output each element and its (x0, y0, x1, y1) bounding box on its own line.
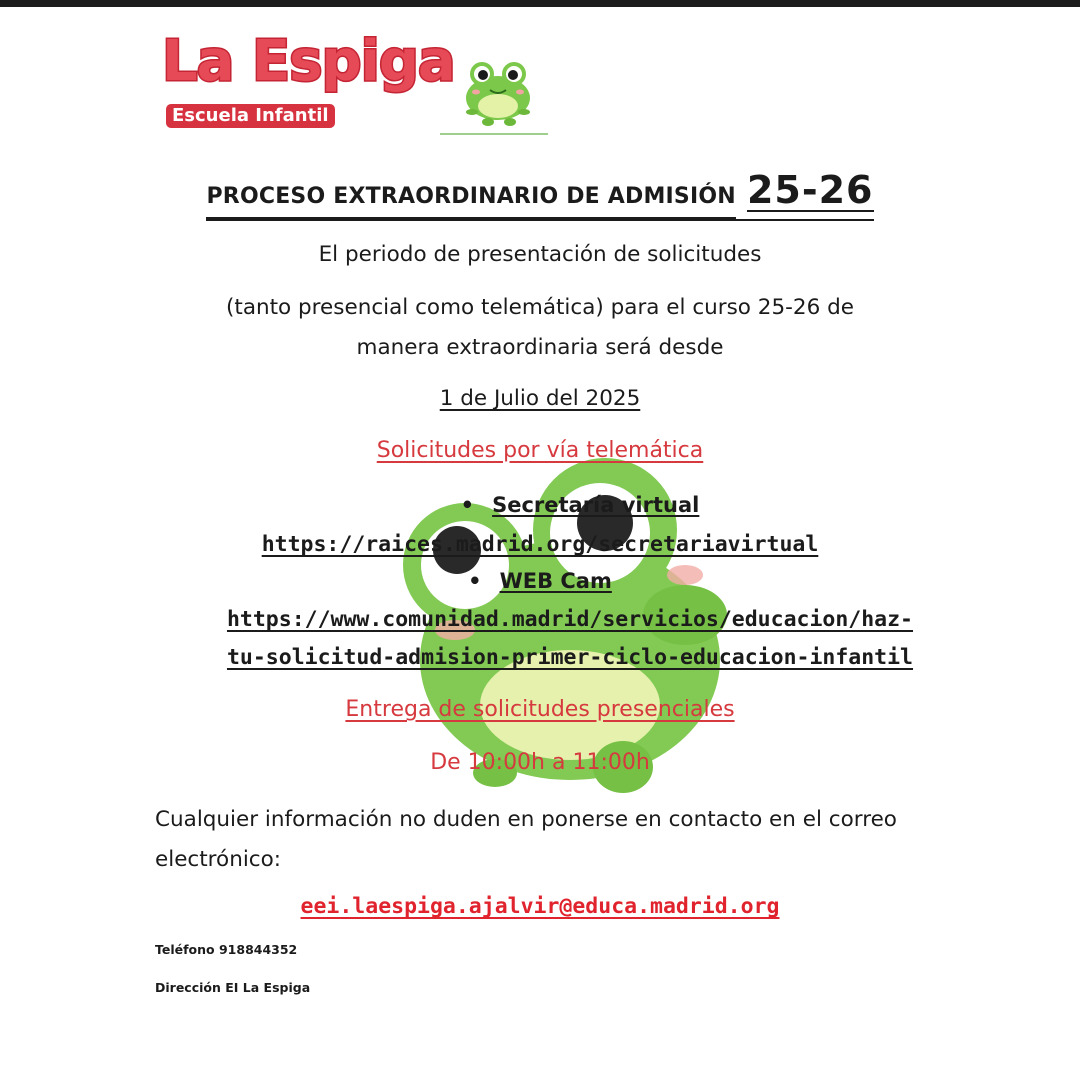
secretaria-label: Secretaría virtual (492, 493, 700, 517)
phone-number: Teléfono 918844352 (155, 942, 298, 957)
webcam-link-line-2[interactable] (30, 643, 1080, 673)
top-bar (0, 0, 1080, 7)
bullet-icon: • (468, 569, 482, 593)
title-text: PROCESO EXTRAORDINARIO DE ADMISIÓN (206, 177, 735, 219)
logo-divider (440, 133, 548, 135)
contact-email[interactable] (0, 892, 1080, 922)
intro-line-2: (tanto presencial como telemática) para el curso 25-26 de (226, 295, 854, 320)
webcam-link-text-1[interactable]: https://www.comunidad.madrid/servicios/educacion/haz- (226, 607, 914, 632)
online-heading (0, 436, 1080, 466)
secretaria-link[interactable] (0, 530, 1080, 560)
title-year: 25-26 (746, 168, 874, 212)
start-date-text: 1 de Julio del 2025 (439, 386, 641, 411)
page-title (0, 170, 1080, 221)
start-date (0, 384, 1080, 414)
bullet-icon: • (460, 493, 475, 517)
secretaria-link-text[interactable]: https://raices.madrid.org/secretariavirtual (261, 532, 819, 557)
signature: Dirección EI La Espiga (155, 980, 311, 995)
frog-mascot-icon (458, 54, 538, 128)
contact-text: Cualquier información no duden en ponerse en contacto en el correo electrónico: (155, 807, 897, 872)
logo-subtitle: Escuela Infantil (166, 104, 335, 128)
list-item-webcam (0, 567, 1080, 595)
in-person-heading-text: Entrega de solicitudes presenciales (345, 697, 735, 722)
intro-line-1: El periodo de presentación de solicitudes (318, 242, 762, 267)
online-heading-text: Solicitudes por vía telemática (376, 438, 704, 463)
office-hours: De 10:00h a 11:00h (430, 750, 650, 775)
intro-line-3: manera extraordinaria será desde (356, 335, 724, 360)
list-item-secretaria (40, 491, 1080, 519)
webcam-link-text-2[interactable]: tu-solicitud-admision-primer-ciclo-educacion-infantil (226, 645, 914, 670)
in-person-heading (0, 695, 1080, 725)
contact-email-text[interactable]: eei.laespiga.ajalvir@educa.madrid.org (300, 894, 780, 919)
webcam-label: WEB Cam (499, 569, 612, 593)
webcam-link-line-1[interactable] (30, 605, 1080, 635)
logo-title: La Espiga (162, 29, 455, 94)
